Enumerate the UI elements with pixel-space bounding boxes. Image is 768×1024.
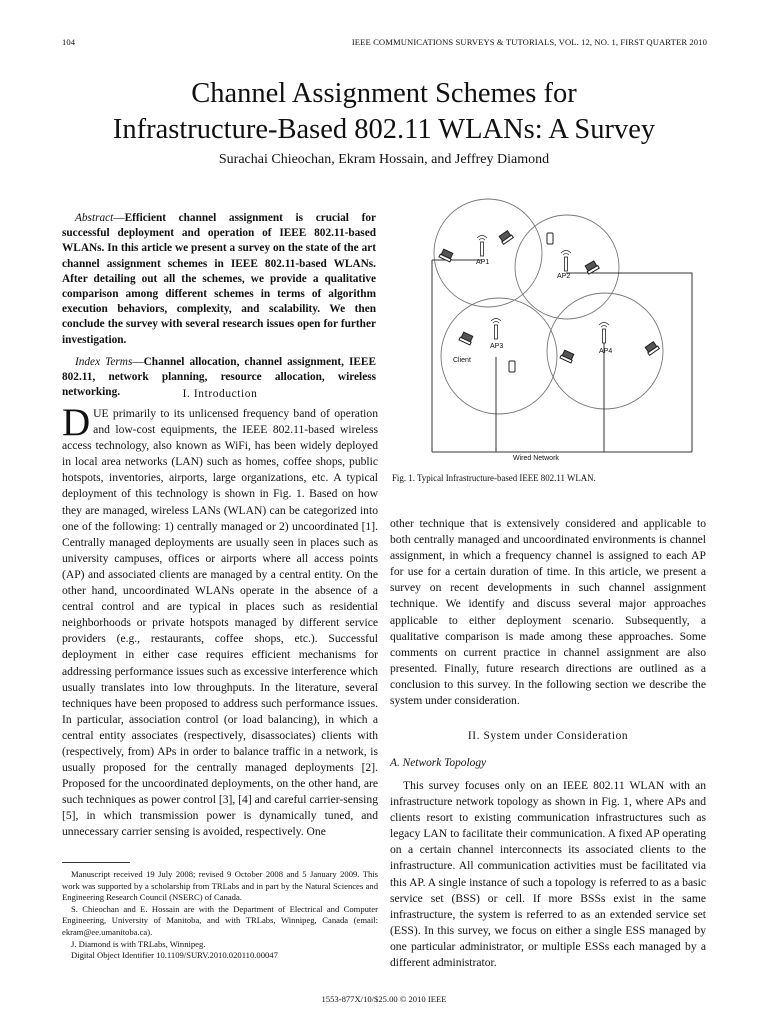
label-ap3: AP3 — [490, 343, 504, 350]
page-number: 104 — [62, 37, 76, 47]
intro-text: primarily to its unlicensed frequency band of operation and low-cost equipments, the IEEE 802.11-based wireless access technology, also known as WiFi, has been widely deployed in local area networks (LAN) such as homes, coffee shops, public hotspots, inventories, airports, large organizations, etc. A typical deployment of this technology is shown in Fig. 1. Based on how they are managed, wireless LANs (WLAN) can be categorized into one of the following: 1) centrally managed or 2) uncoordinated [1]. Centrally managed deployments are usually seen in places such as university campuses, offices or airports where all access points (AP) and associated clients are managed by a central entity. On the other hand, uncoordinated WLANs operate in the absence of a central control and are typical in places such as residential neighborhoods or private hotspots managed by different service providers (e.g., restaurants, coffee shops, etc.). Successful deployment in either case requires efficient mechanisms for addressing performance issues such as excessive interference which usually translates into low throughputs. In the literature, several techniques have been proposed to address such performance issues. In particular, association control (or load balancing), in which a central entity associates (respectively, disassociates) clients with (respectively, from) APs in order to balance traffic in a network, is usually proposed for the centrally managed deployments [2]. Proposed for the uncoordinated deployments, on the other hand, are such techniques as power control [3], [4] and careful carrier-sensing [5], in which transmission power is dynamically tuned, and unnecessary carrier sensing is avoided, respectively. One — [62, 407, 378, 839]
drop-cap: D — [62, 401, 91, 444]
section-1-body — [62, 401, 378, 841]
ap4-icon — [599, 323, 609, 344]
label-ap2: AP2 — [557, 273, 571, 280]
drop-cap-lead: UE — [93, 407, 109, 420]
abstract-label: Abstract — [75, 212, 114, 224]
ap1-icon — [477, 236, 487, 257]
index-terms: Index Terms—Channel allocation, channel assignment, IEEE 802.11, network planning, resource allocation, wireless networking. — [62, 355, 376, 399]
index-terms-text: Channel allocation, channel assignment, IEEE 802.11, network planning, resource allocation, wireless networking. — [62, 355, 376, 399]
copyright-footer: 1553-877X/10/$25.00 © 2010 IEEE — [321, 994, 447, 1004]
footnote-affiliation-1: S. Chieochan and E. Hossain are with the Department of Electrical and Computer Engineering, University of Manitoba, and with TRLabs, Winnipeg, Canada (email: ekram@ee.umanitoba.ca). — [62, 903, 378, 937]
col2-body — [390, 516, 706, 709]
section-1-heading: I. Introduction — [182, 388, 258, 400]
abstract: Abstract—Efficient channel assignment is crucial for successful deployment and operation of IEEE 802.11-based WLANs. In this article we present a survey on the state of the art channel assignment schemes in IEEE 802.11-based WLANs. After detailing out all the schemes, we provide a qualitative comparison among different schemes in terms of algorithm execution behaviors, complexity, and scalability. We then conclude the survey with several research issues open for further investigation. — [62, 212, 376, 346]
footnote-rule — [62, 862, 130, 863]
subsection-heading: A. Network Topology — [390, 757, 487, 769]
section-2-heading: II. System under Consideration — [467, 730, 629, 742]
title-line-2: Infrastructure-Based 802.11 WLANs: A Survey — [112, 114, 656, 145]
label-client: Client — [453, 357, 471, 364]
abstract-text: Efficient channel assignment is crucial for successful deployment and operation of IEEE 802.11-based WLANs. In this article we present a survey on the state of the art channel assignment schemes in IEEE 802.11-based WLANs. After detailing out all the schemes, we provide a qualitative comparison among different schemes in terms of algorithm execution behaviors, complexity, and scalability. We then conclude the survey with several research issues open for further investigation. — [62, 212, 376, 346]
col2-paragraph-1: other technique that is extensively considered and applicable to both centrally managed and uncoordinated environments is channel assignment, in which a frequency channel is assigned to each AP for use for a certain duration of time. In this article, we present a survey on recent developments in such channel assignment technique. We identify and discuss several major approaches applicable to either deployment scenario. Subsequently, a qualitative comparison is made among these approaches. Some comments on current practice in channel assignment are also presented. Finally, future research directions are outlined as a conclusion to this survey. In the following section we describe the system under consideration. — [390, 517, 706, 708]
laptop-icon — [584, 260, 599, 274]
laptop-icon — [498, 230, 513, 244]
ap2-icon — [561, 251, 571, 272]
paper-title — [0, 76, 768, 148]
ap3-icon — [491, 319, 501, 340]
label-ap1: AP1 — [476, 259, 490, 266]
pda-icon — [509, 361, 515, 372]
footnote-manuscript: Manuscript received 19 July 2008; revised 9 October 2008 and 5 January 2009. This work was supported by a scholarship from TRLabs and in part by the Natural Sciences and Engineering Research Council (NSERC) of Canada. — [62, 869, 378, 903]
laptop-icon — [644, 341, 659, 355]
laptop-icon — [560, 350, 575, 363]
figure-1-diagram — [392, 196, 712, 466]
index-terms-label: Index Terms — [75, 355, 133, 368]
title-line-1: Channel Assignment Schemes for — [191, 78, 577, 109]
abstract-block — [62, 211, 376, 400]
footnote-affiliation-2: J. Diamond is with TRLabs, Winnipeg. — [71, 938, 206, 949]
pda-icon — [547, 233, 553, 244]
label-wired-network: Wired Network — [513, 455, 559, 462]
wired-link-ap2 — [566, 273, 692, 452]
intro-paragraph — [62, 401, 378, 841]
footnote-doi: Digital Object Identifier 10.1109/SURV.2010.020110.00047 — [71, 950, 278, 961]
figure-1-caption: Fig. 1. Typical Infrastructure-based IEEE 802.11 WLAN. — [392, 473, 596, 483]
section-2-body — [390, 778, 706, 971]
authors: Surachai Chieochan, Ekram Hossain, and Jeffrey Diamond — [218, 152, 550, 167]
footnotes — [62, 869, 378, 962]
wired-link-ap1 — [432, 260, 482, 452]
laptop-icon — [459, 332, 474, 345]
network-topology-paragraph: This survey focuses only on an IEEE 802.11 WLAN with an infrastructure network topology as shown in Fig. 1, where APs and clients resort to existing communication infrastructures such as legacy LAN to facilitate their communication. A fixed AP operating on a certain channel interconnects its associated clients to the infrastructure. All communication activities must be facilitated via this AP. A single instance of such a topology is referred to as a basic service set (BSS) or cell. If more BSSs exist in the same infrastructure, the system is referred to as an extended service set (ESS). In this survey, we focus on either a single ESS managed by one particular administrator, or multiple ESSs each managed by a different administrator. — [390, 779, 706, 970]
cell-ap3 — [441, 298, 557, 414]
running-header: IEEE COMMUNICATIONS SURVEYS & TUTORIALS, VOL. 12, NO. 1, FIRST QUARTER 2010 — [351, 37, 707, 47]
label-ap4: AP4 — [599, 348, 613, 355]
